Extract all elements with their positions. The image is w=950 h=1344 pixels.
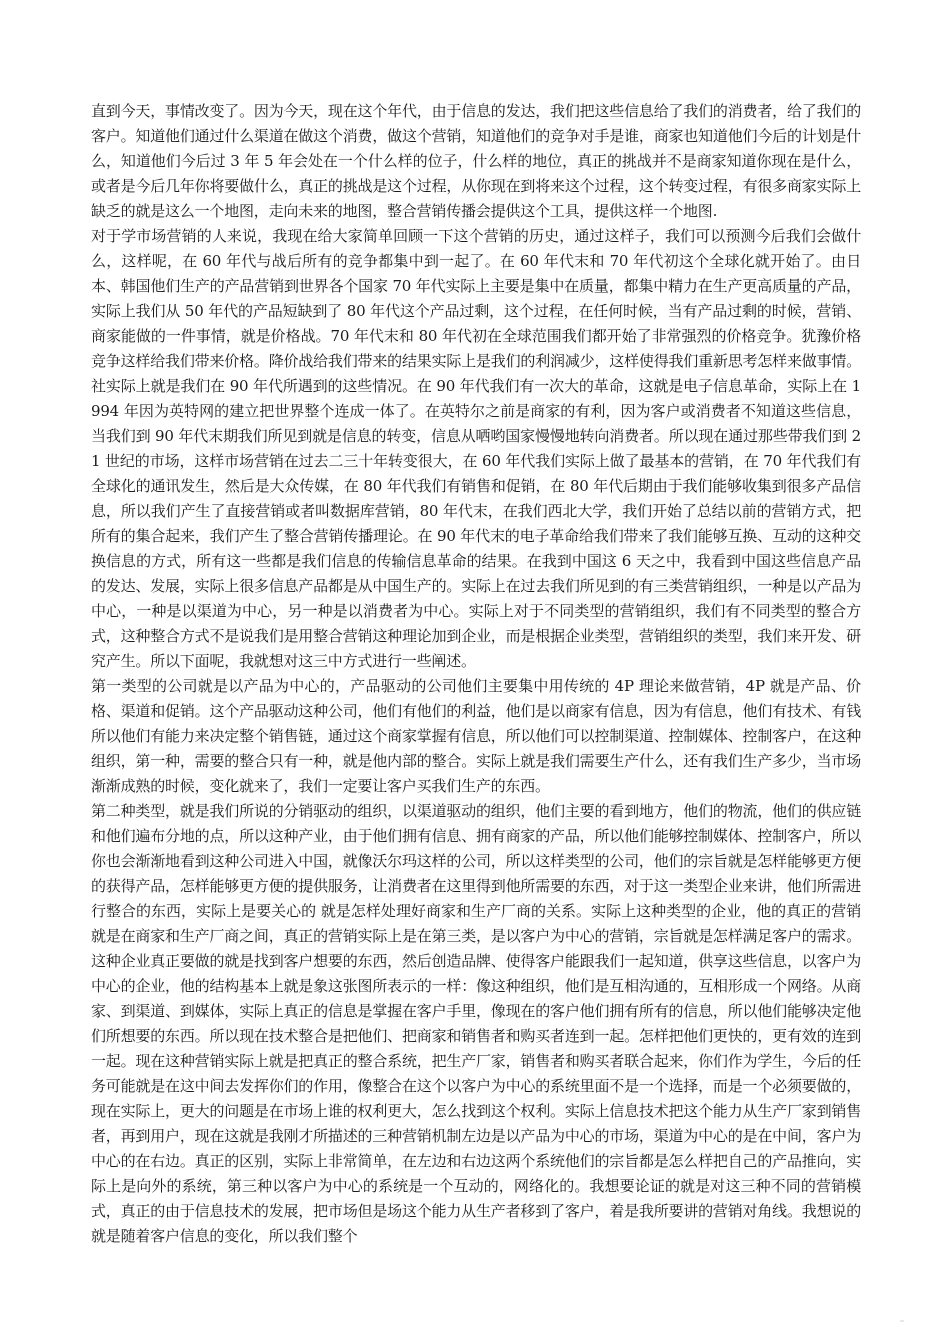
page-corner-mark (900, 1320, 904, 1322)
paragraph-4: 第二种类型，就是我们所说的分销驱动的组织，以渠道驱动的组织，他们主要的看到地方，他们的物流，他们的供应链和他们遍布分地的点，所以这种产业，由于他们拥有信息、拥有商家的产品，所以他们能够控制媒体、控制客户，所以你也会渐渐地看到这种公司进入中国，就像沃尔玛这样的公司，所以这样类型的公司，他们的宗旨就是怎样能够更方便的获得产品，怎样能够更方便的提供服务，让消费者在这里得到他所需要的东西，对于这一类型企业来讲，他们所需进行整合的东西，实际上是要关心的 就是怎样处理好商家和生产厂商的关系。实际上这种类型的企业，他的真正的营销就是在商家和生产厂商之间，真正的营销实际上是在第三类，是以客户为中心的营销，宗旨就是怎样满足客户的需求。这种企业真正要做的就是找到客户想要的东西，然后创造品牌、使得客户能跟我们一起知道，供享这些信息，以客户为中心的企业，他的结构基本上就是象这张图所表示的一样：像这种组织，他们是互相沟通的，互相形成一个网络。从商家、到渠道、到媒体，实际上真正的信息是掌握在客户手里，像现在的客户他们拥有所有的信息，所以他们能够决定他们所想要的东西。所以现在技术整合是把他们、把商家和销售者和购买者连到一起。怎样把他们更快的，更有效的连到一起。现在这种营销实际上就是把真正的整合系统，把生产厂家，销售者和购买者联合起来，你们作为学生，今后的任务可能就是在这中间去发挥你们的作用，像整合在这个以客户为中心的系统里面不是一个选择，而是一个必须要做的，现在实际上，更大的问题是在市场上谁的权利更大，怎么找到这个权利。实际上信息技术把这个能力从生产厂家到销售者，再到用户，现在这就是我刚才所描述的三种营销机制左边是以产品为中心的市场，渠道为中心的是在中间，客户为中心的在右边。真正的区别，实际上非常简单，在左边和右边这两个系统他们的宗旨都是怎么样把自己的产品推向，实际上是向外的系统，第三种以客户为中心的系统是一个互动的，网络化的。我想要论证的就是对这三种不同的营销模式，真正的由于信息技术的发展，把市场但是场这个能力从生产者移到了客户，着是我所要讲的营销对角线。我想说的就是随着客户信息的变化，所以我们整个 (91, 802, 861, 1245)
paragraph-1: 直到今天，事情改变了。因为今天，现在这个年代，由于信息的发达，我们把这些信息给了我们的消费者，给了我们的客户。知道他们通过什么渠道在做这个消费，做这个营销，知道他们的竞争对手是谁，商家也知道他们今后的计划是什么，知道他们今后过 3 年 5 年会处在一个什么样的位子，什么样的地位，真正的挑战并不是商家知道你现在是什么，或者是今后几年你将要做什么，真正的挑战是这个过程，从你现在到将来这个过程，这个转变过程，有很多商家实际上缺乏的就是这么一个地图，走向未来的地图，整合营销传播会提供这个工具，提供这样一个地图. (91, 102, 861, 220)
paragraph-3: 第一类型的公司就是以产品为中心的，产品驱动的公司他们主要集中用传统的 4P 理论来做营销，4P 就是产品、价格、渠道和促销。这个产品驱动这种公司，他们有他们的利益，他们是以商家有信息，因为有信息，他们有技术、有钱所以他们有能力来决定整个销售链，通过这个商家掌握有信息，所以他们可以控制渠道、控制媒体、控制客户，在这种组织，第一种，需要的整合只有一种，就是他内部的整合。实际上就是我们需要生产什么，还有我们生产多少，当市场渐渐成熟的时候，变化就来了，我们一定要让客户买我们生产的东西。 (91, 677, 861, 795)
paragraph-2: 对于学市场营销的人来说，我现在给大家简单回顾一下这个营销的历史，通过这样子，我们可以预测今后我们会做什么，这样呢，在 60 年代与战后所有的竞争都集中到一起了。在 60 年代末和 70 年代初这个全球化就开始了。由日本、韩国他们生产的产品营销到世界各个国家 70 年代实际上主要是集中在质量，都集中精力在生产更高质量的产品，实际上我们从 50 年代的产品短缺到了 80 年代这个产品过剩，这个过程，在任何时候，当有产品过剩的时候，营销、商家能做的一件事情，就是价格战。70 年代末和 80 年代初在全球范围我们都开始了非常强烈的价格竞争。犹豫价格竞争这样给我们带来价格。降价战给我们带来的结果实际上是我们的利润减少，这样使得我们重新思考怎样来做事情。社实际上就是我们在 90 年代所遇到的这些情况。在 90 年代我们有一次大的革命，这就是电子信息革命，实际上在 1994 年因为英特网的建立把世界整个连成一体了。在英特尔之前是商家的有利，因为客户或消费者不知道这些信息，当我们到 90 年代末期我们所见到就是信息的转变，信息从哂哟国家慢慢地转向消费者。所以现在通过那些带我们到 21 世纪的市场，这样市场营销在过去二三十年转变很大，在 60 年代我们实际上做了最基本的营销，在 70 年代我们有全球化的通讯发生，然后是大众传媒，在 80 年代我们有销售和促销，在 80 年代后期由于我们能够收集到很多产品信息，所以我们产生了直接营销或者叫数据库营销，80 年代末，在我们西北大学，我们开始了总结以前的营销方式，把所有的集合起来，我们产生了整合营销传播理论。在 90 年代末的电子革命给我们带来了我们能够互换、互动的这种交换信息的方式，所有这一些都是我们信息的传输信息革命的结果。在我到中国这 6 天之中，我看到中国这些信息产品的发达、发展，实际上很多信息产品都是从中国生产的。实际上在过去我们所见到的有三类营销组织，一种是以产品为中心，一种是以渠道为中心，另一种是以消费者为中心。实际上对于不同类型的营销组织，我们有不同类型的整合方式，这种整合方式不是说我们是用整合营销这种理论加到企业，而是根据企业类型，营销组织的类型，我们来开发、研究产生。所以下面呢，我就想对这三中方式进行一些阐述。 (91, 227, 861, 670)
document-body (91, 99, 861, 1249)
